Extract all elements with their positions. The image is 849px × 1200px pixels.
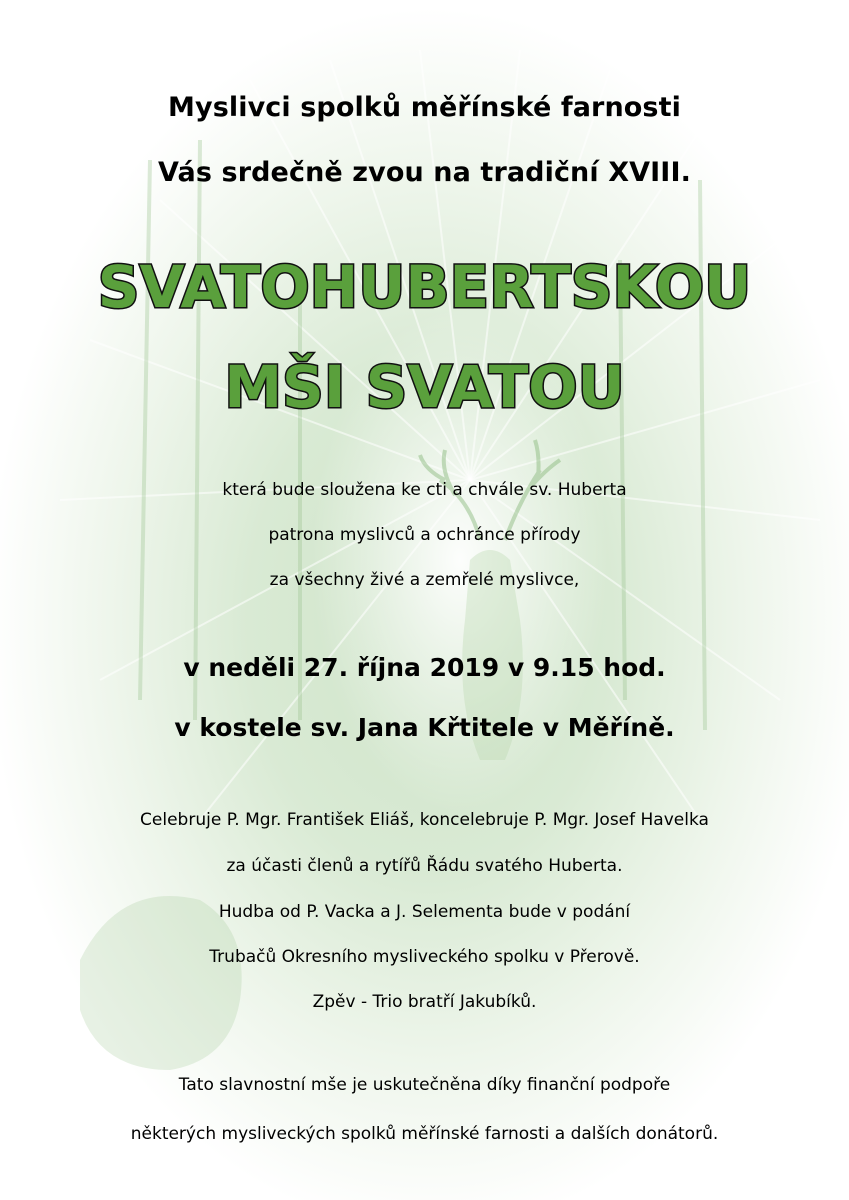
intro-line-3: za všechny živé a zemřelé myslivce, bbox=[269, 570, 580, 590]
organizer-line: Myslivci spolků měřínské farnosti bbox=[168, 92, 681, 123]
detail-line-4: Trubačů Okresního mysliveckého spolku v Přerově. bbox=[209, 947, 640, 967]
detail-line-3: Hudba od P. Vacka a J. Selementa bude v podání bbox=[218, 902, 631, 922]
invitation-line: Vás srdečně zvou na tradiční XVIII. bbox=[158, 157, 691, 188]
detail-line-1: Celebruje P. Mgr. František Eliáš, koncelebruje P. Mgr. Josef Havelka bbox=[140, 810, 709, 830]
intro-line-2: patrona myslivců a ochránce přírody bbox=[268, 525, 581, 545]
title-line-2: MŠI SVATOU bbox=[224, 353, 625, 421]
detail-line-5: Zpěv - Trio bratří Jakubíků. bbox=[312, 992, 537, 1012]
footer-line-1: Tato slavnostní mše je uskutečněna díky finanční podpoře bbox=[178, 1075, 671, 1095]
detail-line-2: za účasti členů a rytířů Řádu svatého Huberta. bbox=[226, 856, 623, 876]
event-date: v neděli 27. října 2019 v 9.15 hod. bbox=[183, 653, 666, 682]
footer-line-2: některých mysliveckých spolků měřínské farnosti a dalších donátorů. bbox=[130, 1124, 719, 1144]
intro-line-1: která bude sloužena ke cti a chvále sv. Huberta bbox=[222, 480, 627, 500]
event-place: v kostele sv. Jana Křtitele v Měříně. bbox=[174, 713, 675, 742]
title-line-1: SVATOHUBERTSKOU bbox=[97, 253, 752, 321]
